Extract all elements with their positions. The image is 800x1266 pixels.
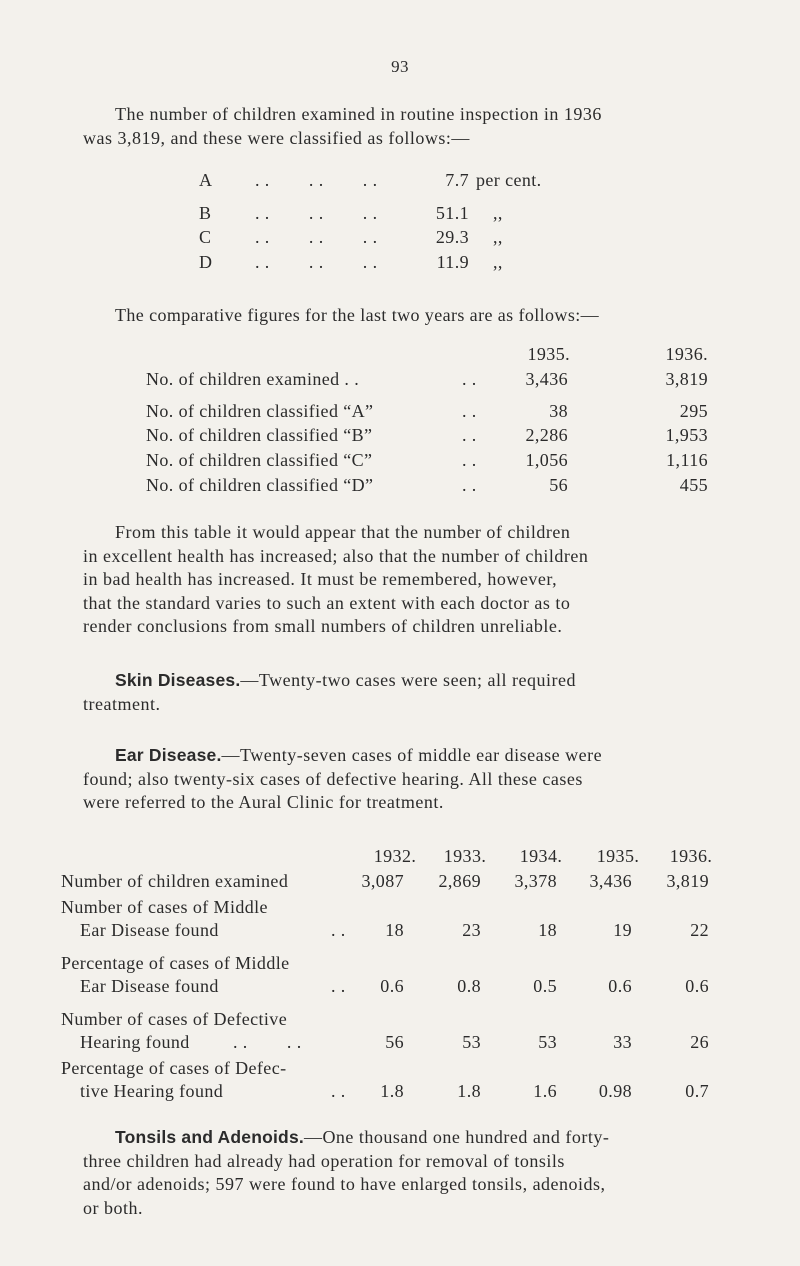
class-value: 51.1 [435,203,469,223]
cell-value: 1.8 [380,1081,404,1101]
column-header: 1933. [443,846,487,866]
ear-line-2: found; also twenty-six cases of defective hearing. All these cases [83,768,583,789]
leader-dots: . . [462,425,477,445]
tonsils-line-1 [83,1126,743,1150]
cell-value: 53 [462,1032,481,1052]
column-header: 1935. [527,344,570,364]
cell-value: 0.5 [533,976,557,996]
cell-value: 3,436 [525,369,568,389]
row-label: Ear Disease found [80,976,219,996]
cell-value: 1,953 [665,425,708,445]
ear-disease-section [83,744,743,815]
leader-dots: . . . . [233,1032,302,1052]
cell-value: 1,116 [666,450,708,470]
row-label: Number of cases of Defective [61,1009,288,1029]
tonsils-section [83,1126,743,1220]
ear-text: —Twenty-seven cases of middle ear disease were [221,745,603,765]
cell-value: 0.7 [685,1081,709,1101]
tonsils-heading: Tonsils and Adenoids. [115,1127,304,1147]
conclusion-line: in bad health has increased. It must be remembered, however, [83,569,558,589]
class-unit: ,, [493,227,503,247]
leader-dots: . . [331,920,346,940]
cell-value: 0.8 [457,976,481,996]
intro-line-2: was 3,819, and these were classified as follows:— [83,127,470,148]
column-header: 1932. [373,846,417,866]
tonsils-line-2: three children had already had operation for removal of tonsils [83,1150,565,1171]
column-header: 1936. [669,846,713,866]
cell-value: 53 [538,1032,557,1052]
class-unit: ,, [493,203,503,223]
tonsils-text: —One thousand one hundred and forty- [303,1127,610,1147]
cell-value: 18 [538,920,557,940]
cell-value: 0.6 [380,976,404,996]
row-label: No. of children classified “A” [146,401,374,421]
row-label: tive Hearing found [80,1081,224,1101]
class-unit: per cent. [476,170,542,190]
cell-value: 3,819 [665,369,708,389]
cell-value: 56 [549,475,568,495]
cell-value: 2,286 [525,425,568,445]
leader-dots: . . . . . . [255,252,378,272]
conclusion-line: render conclusions from small numbers of children unreliable. [83,616,563,636]
conclusion-line: in excellent health has increased; also that the number of children [83,545,589,566]
skin-diseases-section [83,669,743,716]
cell-value: 26 [690,1032,709,1052]
class-label: B [199,203,212,223]
tonsils-line-3: and/or adenoids; 597 were found to have enlarged tonsils, adenoids, [83,1174,606,1194]
skin-text: —Twenty-two cases were seen; all required [240,670,577,690]
conclusion-line: that the standard varies to such an extent with each doctor as to [83,592,571,613]
class-value: 7.7 [445,170,469,190]
ear-line-3: were referred to the Aural Clinic for treatment. [83,792,444,812]
leader-dots: . . . . . . [255,170,378,190]
tonsils-line-4: or both. [83,1197,143,1218]
leader-dots: . . [331,976,346,996]
cell-value: 3,436 [589,871,632,891]
row-label: No. of children examined . . [146,369,360,389]
leader-dots: . . . . . . [255,203,378,223]
leader-dots: . . [462,401,477,421]
skin-heading: Skin Diseases. [115,670,241,690]
leader-dots: . . . . . . [255,227,378,247]
leader-dots: . . [462,369,477,389]
conclusion-line: From this table it would appear that the number of children [115,522,571,542]
row-label: No. of children classified “C” [146,450,373,470]
page-number: 93 [391,57,409,76]
row-label: Number of children examined [61,871,289,891]
cell-value: 23 [462,920,481,940]
cell-value: 22 [690,920,709,940]
cell-value: 455 [679,475,708,495]
class-label: C [199,227,212,247]
row-label: Percentage of cases of Middle [61,953,290,973]
cell-value: 18 [385,920,404,940]
leader-dots: . . [462,475,477,495]
class-label: A [199,170,213,190]
intro-line-1: The number of children examined in routine inspection in 1936 [115,104,602,124]
cell-value: 1.8 [457,1081,481,1101]
skin-line-1 [83,669,743,693]
column-header: 1935. [596,846,640,866]
cell-value: 3,819 [666,871,709,891]
class-value: 29.3 [435,227,469,247]
class-label: D [199,252,213,272]
cell-value: 0.6 [685,976,709,996]
cell-value: 56 [385,1032,404,1052]
row-label: Ear Disease found [80,920,219,940]
cell-value: 19 [613,920,632,940]
intro-paragraph [83,103,743,150]
column-header: 1936. [665,344,708,364]
class-unit: ,, [493,252,503,272]
leader-dots: . . [331,1081,346,1101]
cell-value: 33 [613,1032,632,1052]
leader-dots: . . [462,450,477,470]
cell-value: 295 [679,401,708,421]
row-label: Number of cases of Middle [61,897,268,917]
cell-value: 1,056 [525,450,568,470]
conclusion-paragraph [83,521,743,639]
cell-value: 1.6 [533,1081,557,1101]
ear-line-1 [83,744,743,768]
column-header: 1934. [519,846,563,866]
skin-line-2: treatment. [83,693,161,714]
cell-value: 38 [549,401,568,421]
comparative-intro: The comparative figures for the last two years are as follows:— [115,305,600,325]
cell-value: 0.98 [598,1081,632,1101]
cell-value: 3,087 [361,871,404,891]
row-label: No. of children classified “B” [146,425,373,445]
row-label: No. of children classified “D” [146,475,374,495]
cell-value: 2,869 [438,871,481,891]
class-value: 11.9 [436,252,469,272]
cell-value: 3,378 [514,871,557,891]
cell-value: 0.6 [608,976,632,996]
ear-heading: Ear Disease. [115,745,222,765]
row-label: Hearing found [80,1032,190,1052]
row-label: Percentage of cases of Defec- [61,1058,287,1078]
